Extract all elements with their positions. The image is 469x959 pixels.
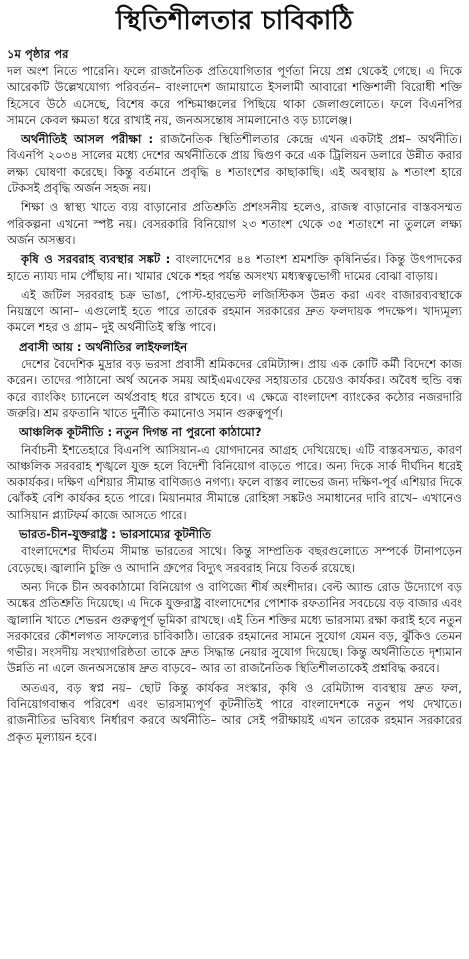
paragraph-3-text: শিক্ষা ও স্বাস্থ্য খাতে ব্যয় বাড়ানোর প্রতিশ্রুতি প্রশংসনীয় হলেও, রাজস্ব বাড়ানোর বাস্তবসম্মত পরিকল্পনা এখনো স্পষ্ট নয়। বেসরকারি বিনিয়োগ ২৩ শতাংশ থেকে ৩৫ শতাংশে না তুললে লক্ষ্য অর্জন অসম্ভব। xyxy=(7,200,462,247)
paragraph-remittance xyxy=(7,356,462,421)
economy-text: রাজনৈতিক স্থিতিশীলতার কেন্দ্রে এখন একটাই প্রশ্ন– অর্থনীতি। বিএনপি ২০৩৪ সালের মধ্যে দেশের অর্থনীতিকে প্রায় দ্বিগুণ করে এক ট্রিলিয়ন ডলারে উন্নীত করার লক্ষ্য ঘোষণা করেছে। কিন্তু বর্তমানে প্রবৃদ্ধি ৪ শতাংশের কাছাকাছি। এই অবস্থায় ৯ শতাংশ হারে টেকসই প্রবৃদ্ধি অর্জন সহজ নয়। xyxy=(7,132,462,196)
paragraph-5 xyxy=(7,287,462,336)
balance-diplomacy-heading: ভারত-চীন-যুক্তরাষ্ট্র : ভারসাম্যের কূটনীতি xyxy=(19,527,211,542)
paragraph-5-text: এই জটিল সরবরাহ চক্র ভাঙা, পোস্ট-হারভেস্ট লজিস্টিকস উন্নত করা এবং বাজারব্যবস্থাকে নিয়ন্ত্রণে আনা– এগুলোই হতে পারে তারেক রহমান সরকারের দ্রুত ফলদায়ক পদক্ষেপ। খাদ্যমূল্য কমলে শহর ও গ্রাম– দুই অর্থনীতিই স্বস্তি পাবে। xyxy=(7,287,462,335)
economy-heading: অর্থনীতিই আসল পরীক্ষা : xyxy=(21,132,161,147)
paragraph-9 xyxy=(7,579,462,677)
agriculture-text: বাংলাদেশের ৪৪ শতাংশ শ্রমশক্তি কৃষিনির্ভর। কিন্তু উৎপাদকের হাতে ন্যায্য দাম পৌঁছায় না। খামার থেকে শহর পর্যন্ত অসংখ্য মধ্যস্বত্বভোগী দামের বোঝা বাড়ায়। xyxy=(7,252,462,283)
paragraph-balance-diplomacy xyxy=(7,543,462,576)
conclusion-text: অতএব, বড় স্বপ্ন নয়– ছোট কিন্তু কার্যকর সংস্কার, কৃষি ও রেমিট্যান্স ব্যবস্থায় দ্রুত ফল, বিনিয়োগবান্ধব পরিবেশ এবং ভারসাম্যপূর্ণ কূটনীতিই পারে বাংলাদেশকে নতুন পথ দেখাতে। রাজনীতির ভবিষ্যৎ নির্ধারণ করবে অর্থনীতি– আর সেই পরীক্ষায়ই এখন তারেক রহমান সরকারের প্রকৃত মূল্যায়ন হবে। xyxy=(7,680,462,744)
paragraph-1 xyxy=(7,63,462,128)
agriculture-heading: কৃষি ও সরবরাহ ব্যবস্থার সঙ্কট : xyxy=(21,252,176,267)
paragraph-economy xyxy=(7,131,462,196)
article-title: স্থিতিশীলতার চাবিকাঠি xyxy=(116,6,353,36)
remittance-heading: প্রবাসী আয় : অর্থনীতির লাইফলাইন xyxy=(19,339,188,354)
paragraph-1-text: দল অংশ নিতে পারেনি। ফলে রাজনৈতিক প্রতিযোগিতার পূর্ণতা নিয়ে প্রশ্ন থেকেই গেছে। এ দিকে আরেকটি উল্লেখযোগ্য পরিবর্তন– বাংলাদেশ জামায়াতে ইসলামী আবারো শক্তিশালী বিরোধী শক্তি হিসেবে উঠে এসেছে, বিশেষ করে পশ্চিমাঞ্চলের পিছিয়ে থাকা জেলাগুলোতে। ফলে বিএনপির সামনে কেবল ক্ষমতা ধরে রাখাই নয়, জনঅসন্তোষ সামলানোও বড় চ্যালেঞ্জ। xyxy=(7,64,462,127)
balance-diplomacy-text: বাংলাদেশের দীর্ঘতম সীমান্ত ভারতের সাথে। কিন্তু সাম্প্রতিক বছরগুলোতে সম্পর্কে টানাপড়েন বেড়েছে। জ্বালানি চুক্তি ও আদানি গ্রুপের বিদ্যুৎ সরবরাহ নিয়ে বিতর্ক রয়েছে। xyxy=(7,544,462,575)
paragraph-3 xyxy=(7,199,462,248)
paragraph-9-text: অন্য দিকে চীন অবকাঠামো বিনিয়োগ ও বাণিজ্যে শীর্ষ অংশীদার। বেল্ট অ্যান্ড রোড উদ্যোগে বড় অঙ্কের প্রতিশ্রুতি দিয়েছে। এ দিকে যুক্তরাষ্ট্র বাংলাদেশের পোশাক রফতানির সবচেয়ে বড় বাজার এবং জ্বালানি খাতে শেভরন গুরুত্বপূর্ণ ভূমিকা রাখছে। এই তিন শক্তির মধ্যে ভারসাম্য রক্ষা করাই হবে নতুন সরকারের কৌশলগত সাফল্যের চাবিকাঠি। তারেক রহমানের সামনে সুযোগ যেমন বড়, ঝুঁকিও তেমন গভীর। সংসদীয় সংখ্যাগরিষ্ঠতা তাকে দ্রুত সিদ্ধান্ত নেয়ার সুযোগ দিয়েছে। কিন্তু অর্থনীতিতে দৃশ্যমান উন্নতি না এলে জনঅসন্তোষ দ্রুত বাড়বে– আর তা রাজনৈতিক স্থিতিশীলতাকেই প্রশ্নবিদ্ধ করবে। xyxy=(7,579,462,676)
regional-diplomacy-text: নির্বাচনী ইশতেহারে বিএনপি আসিয়ান-এ যোগদানের আগ্রহ দেখিয়েছে। এটি বাস্তবসম্মত, কারণ আঞ্চলিক সরবরাহ শৃঙ্খলে যুক্ত হলে বিদেশী বিনিয়োগ বাড়তে পারে। অন্য দিকে সার্ক দীর্ঘদিন ধরেই অকার্যকর। দক্ষিণ এশিয়ার সীমান্ত বাণিজ্যও নগণ্য। ফলে বাস্তব লাভের জন্য দক্ষিণ-পূর্ব এশিয়ার দিকে ঝোঁকই বেশি কার্যকর হতে পারে। মিয়ানমার সীমান্তে রোহিঙ্গা সঙ্কটও সমাধানের দাবি রাখে– এখানেও আসিয়ান প্ল্যাটফর্ম কাজে আসতে পারে। xyxy=(7,442,462,522)
paragraph-agriculture xyxy=(7,251,462,284)
regional-diplomacy-heading: আঞ্চলিক কূটনীতি : নতুন দিগন্ত না পুরনো কাঠামো? xyxy=(19,425,262,440)
remittance-text: দেশের বৈদেশিক মুদ্রার বড় ভরসা প্রবাসী শ্রমিকদের রেমিট্যান্স। প্রায় এক কোটি কর্মী বিদেশে কাজ করেন। তাদের পাঠানো অর্থ অনেক সময় আইএমএফের সহায়তার চেয়েও কার্যকর। অবৈধ হুন্ডি বন্ধ করে ব্যাংকিং চ্যানেলে অর্থপ্রবাহ ধরে রাখতে হবে। এ ক্ষেত্রে বাংলাদেশ ব্যাংকের কঠোর নজরদারি জরুরি। শ্রম রফতানি খাতে দুর্নীতি কমানোও সমান গুরুত্বপূর্ণ। xyxy=(7,357,462,420)
paragraph-conclusion xyxy=(7,680,462,745)
continued-from-label: ১ম পৃষ্ঠার পর xyxy=(7,47,69,61)
paragraph-regional-diplomacy xyxy=(7,442,462,523)
